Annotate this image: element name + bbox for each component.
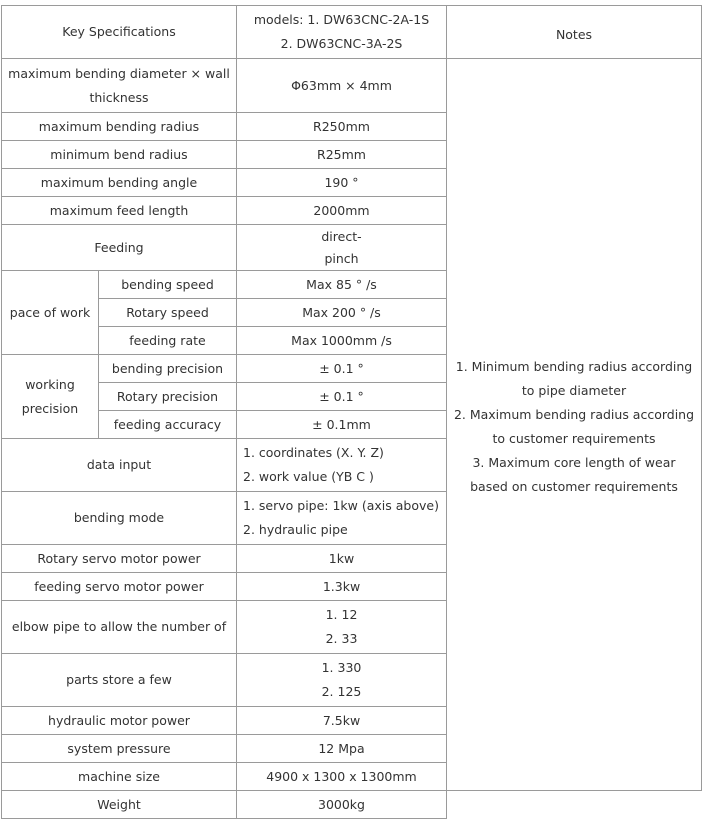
group-label-precision (2, 355, 99, 439)
value-line: 2. hydraulic pipe (243, 522, 348, 537)
row-label: elbow pipe to allow the number of (2, 601, 237, 654)
row-value (237, 492, 447, 545)
row-value: 1.3kw (237, 573, 447, 601)
row-value: 7.5kw (237, 707, 447, 735)
row-value: 2000mm (237, 197, 447, 225)
notes-cell (447, 59, 702, 791)
row-value (237, 439, 447, 492)
value-line: 1. 330 (321, 660, 362, 675)
row-label: Weight (2, 791, 237, 819)
models-header (237, 6, 447, 59)
row-label: feeding servo motor power (2, 573, 237, 601)
row-label: maximum bending radius (2, 113, 237, 141)
row-label: system pressure (2, 735, 237, 763)
group-label-pace: pace of work (2, 271, 99, 355)
value-line: direct- (321, 228, 362, 244)
row-value: Φ63mm × 4mm (237, 59, 447, 113)
label-line: working (25, 376, 75, 392)
row-value: 1kw (237, 545, 447, 573)
row-label: minimum bend radius (2, 141, 237, 169)
value-line: 1. coordinates (X. Y. Z) (243, 445, 384, 460)
row-value (237, 654, 447, 707)
note-item: 1. Minimum bending radius according to pipe diameter (455, 358, 693, 398)
row-label: Rotary servo motor power (2, 545, 237, 573)
row-value: R250mm (237, 113, 447, 141)
value-line: 2. 125 (321, 684, 362, 699)
value-line: pinch (324, 250, 359, 266)
value-line: 2. work value (YB C ) (243, 469, 374, 484)
row-value: ± 0.1 ° (237, 383, 447, 411)
row-value: 3000kg (237, 791, 447, 819)
label-line: maximum bending diameter × wall (8, 65, 230, 81)
value-line: 1. servo pipe: 1kw (axis above) (243, 498, 439, 513)
table-row (2, 59, 702, 113)
row-label: bending precision (99, 355, 237, 383)
row-value: 190 ° (237, 169, 447, 197)
row-label: Feeding (2, 225, 237, 271)
note-item: 3. Maximum core length of wear based on customer requirements (470, 454, 678, 494)
note-item: 2. Maximum bending radius according to customer requirements (453, 406, 695, 446)
row-value: ± 0.1 ° (237, 355, 447, 383)
label-line: thickness (89, 89, 149, 105)
row-label: feeding accuracy (99, 411, 237, 439)
row-value (237, 225, 447, 271)
row-value: R25mm (237, 141, 447, 169)
row-label (2, 59, 237, 113)
row-label: bending speed (99, 271, 237, 299)
row-label: maximum bending angle (2, 169, 237, 197)
row-label: bending mode (2, 492, 237, 545)
row-value: Max 85 ° /s (237, 271, 447, 299)
row-label: parts store a few (2, 654, 237, 707)
notes-header: Notes (447, 6, 702, 59)
row-label: feeding rate (99, 327, 237, 355)
row-label: maximum feed length (2, 197, 237, 225)
row-value: 12 Mpa (237, 735, 447, 763)
models-line-2: 2. DW63CNC-3A-2S (280, 36, 403, 51)
row-value: Max 200 ° /s (237, 299, 447, 327)
table-row (2, 791, 702, 819)
key-specifications-header: Key Specifications (2, 6, 237, 59)
header-row (2, 6, 702, 59)
row-label: Rotary speed (99, 299, 237, 327)
value-line: 2. 33 (325, 631, 358, 646)
row-label: Rotary precision (99, 383, 237, 411)
row-value: 4900 x 1300 x 1300mm (237, 763, 447, 791)
row-label: hydraulic motor power (2, 707, 237, 735)
spec-table (1, 5, 702, 819)
row-label: machine size (2, 763, 237, 791)
label-line: precision (21, 400, 79, 416)
row-label: data input (2, 439, 237, 492)
models-line-1: models: 1. DW63CNC-2A-1S (253, 12, 430, 27)
row-value: ± 0.1mm (237, 411, 447, 439)
value-line: 1. 12 (325, 607, 358, 622)
row-value: Max 1000mm /s (237, 327, 447, 355)
row-value (237, 601, 447, 654)
